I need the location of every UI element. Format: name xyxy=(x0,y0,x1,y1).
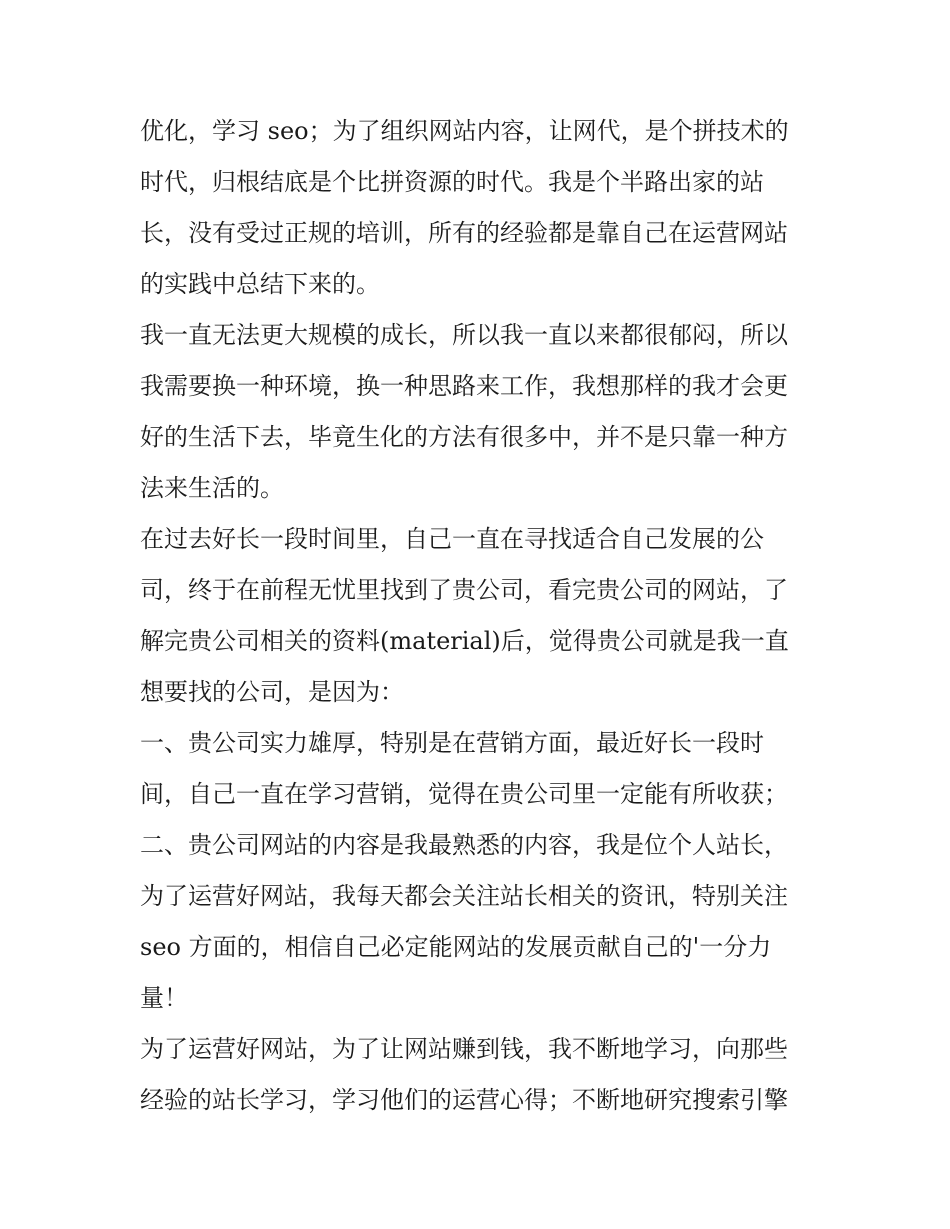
text-line: 为了运营好网站，我每天都会关注站长相关的资讯，特别关注 xyxy=(140,882,788,910)
document-body xyxy=(140,106,820,1126)
text-line: 司，终于在前程无忧里找到了贵公司，看完贵公司的网站，了 xyxy=(140,576,788,604)
paragraph-3 xyxy=(140,514,820,718)
text-line: 解完贵公司相关的资料(material)后，觉得贵公司就是我一直 xyxy=(140,627,789,655)
text-line: 我需要换一种环境，换一种思路来工作，我想那样的我才会更 xyxy=(140,372,788,400)
text-line: seo 方面的，相信自己必定能网站的发展贡献自己的'一分力 xyxy=(140,933,772,961)
text-line: 好的生活下去，毕竟生化的方法有很多中，并不是只靠一种方 xyxy=(140,423,788,451)
text-line: 间，自己一直在学习营销，觉得在贵公司里一定能有所收获； xyxy=(140,780,788,808)
paragraph-6 xyxy=(140,1024,820,1126)
paragraph-4 xyxy=(140,718,820,820)
paragraph-5 xyxy=(140,820,820,1024)
text-line: 量！ xyxy=(140,984,188,1012)
text-line: 法来生活的。 xyxy=(140,474,284,502)
paragraph-2 xyxy=(140,310,820,514)
text-line: 我一直无法更大规模的成长，所以我一直以来都很郁闷，所以 xyxy=(140,321,788,349)
text-line: 二、贵公司网站的内容是我最熟悉的内容，我是位个人站长， xyxy=(140,831,788,859)
text-line: 想要找的公司，是因为： xyxy=(140,678,404,706)
text-line: 时代，归根结底是个比拼资源的时代。我是个半路出家的站 xyxy=(140,168,764,196)
paragraph-1 xyxy=(140,106,820,310)
text-line: 在过去好长一段时间里，自己一直在寻找适合自己发展的公 xyxy=(140,525,764,553)
text-line: 长，没有受过正规的培训，所有的经验都是靠自己在运营网站 xyxy=(140,219,788,247)
text-line: 经验的站长学习，学习他们的运营心得；不断地研究搜索引擎 xyxy=(140,1086,788,1114)
text-line: 为了运营好网站，为了让网站赚到钱，我不断地学习，向那些 xyxy=(140,1035,788,1063)
text-line: 优化，学习 seo；为了组织网站内容，让网代，是个拼技术的 xyxy=(140,117,789,145)
text-line: 一、贵公司实力雄厚，特别是在营销方面，最近好长一段时 xyxy=(140,729,764,757)
text-line: 的实践中总结下来的。 xyxy=(140,270,380,298)
